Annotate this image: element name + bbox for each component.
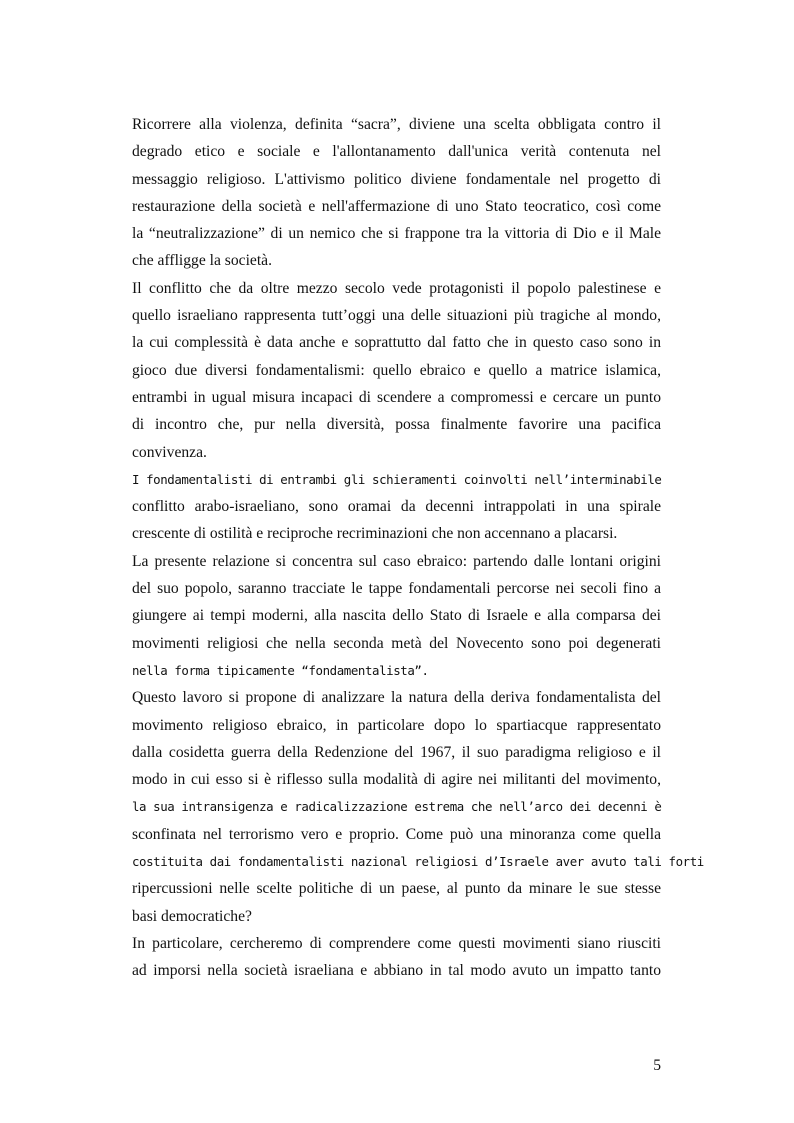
text-line: sconfinata nel terrorismo vero e proprio. Come può una minoranza come quella <box>132 825 661 843</box>
text-line: modo in cui esso si è riflesso sulla modalità di agire nei militanti del movimento, <box>132 771 661 789</box>
text-line: basi democratiche? <box>132 907 252 925</box>
text-line: dalla cosidetta guerra della Redenzione del 1967, il suo paradigma religioso e il <box>132 743 661 761</box>
text-line: In particolare, cercheremo di comprendere come questi movimenti siano riusciti <box>132 934 661 952</box>
text-line: ripercussioni nelle scelte politiche di un paese, al punto da minare le sue stesse <box>132 880 661 898</box>
text-line: costituita dai fondamentalisti nazional religiosi d’Israele aver avuto tali forti <box>132 854 704 870</box>
text-line: restaurazione della società e nell'affermazione di uno Stato teocratico, così come <box>132 197 661 215</box>
text-line: I fondamentalisti di entrambi gli schieramenti coinvolti nell’interminabile <box>132 471 662 487</box>
text-line: la “neutralizzazione” di un nemico che si frappone tra la vittoria di Dio e il Male <box>132 225 661 243</box>
text-line: la cui complessità è data anche e soprattutto dal fatto che in questo caso sono in <box>132 334 661 352</box>
text-line: nella forma tipicamente “fondamentalista”. <box>132 662 429 678</box>
text-line: Il conflitto che da oltre mezzo secolo vede protagonisti il popolo palestinese e <box>132 279 661 297</box>
body-text <box>132 111 704 985</box>
text-line: giungere ai tempi moderni, alla nascita dello Stato di Israele e alla comparsa dei <box>132 607 661 625</box>
text-line: La presente relazione si concentra sul caso ebraico: partendo dalle lontani origini <box>132 552 661 570</box>
text-line: ad imporsi nella società israeliana e abbiano in tal modo avuto un impatto tanto <box>132 962 661 980</box>
text-line: movimento religioso ebraico, in particolare dopo lo spartiacque rappresentato <box>132 716 661 734</box>
text-line: di incontro che, pur nella diversità, possa finalmente favorire una pacifica <box>132 416 661 434</box>
text-line: che affligge la società. <box>132 252 272 270</box>
text-line: conflitto arabo-israeliano, sono oramai da decenni intrappolati in una spirale <box>132 498 661 516</box>
text-line: crescente di ostilità e reciproche recriminazioni che non accennano a placarsi. <box>132 525 618 543</box>
text-line: gioco due diversi fondamentalismi: quello ebraico e quello a matrice islamica, <box>132 361 661 379</box>
text-line: la sua intransigenza e radicalizzazione estrema che nell’arco dei decenni è <box>132 799 662 815</box>
text-line: Questo lavoro si propone di analizzare la natura della deriva fondamentalista del <box>132 689 661 707</box>
text-line: Ricorrere alla violenza, definita “sacra”, diviene una scelta obbligata contro il <box>132 116 661 133</box>
text-line: entrambi in ugual misura incapaci di scendere a compromessi e cercare un punto <box>132 388 661 406</box>
text-line: del suo popolo, saranno tracciate le tappe fondamentali percorse nei secoli fino a <box>132 580 661 598</box>
text-line: convivenza. <box>132 443 207 461</box>
text-line: movimenti religiosi che nella seconda metà del Novecento sono poi degenerati <box>132 634 661 652</box>
page-number: 5 <box>653 1057 661 1074</box>
text-line: messaggio religioso. L'attivismo politico diviene fondamentale nel progetto di <box>132 170 661 188</box>
text-line: degrado etico e sociale e l'allontanamento dall'unica verità contenuta nel <box>132 143 661 161</box>
text-line: quello israeliano rappresenta tutt’oggi una delle situazioni più tragiche al mondo, <box>132 307 661 325</box>
